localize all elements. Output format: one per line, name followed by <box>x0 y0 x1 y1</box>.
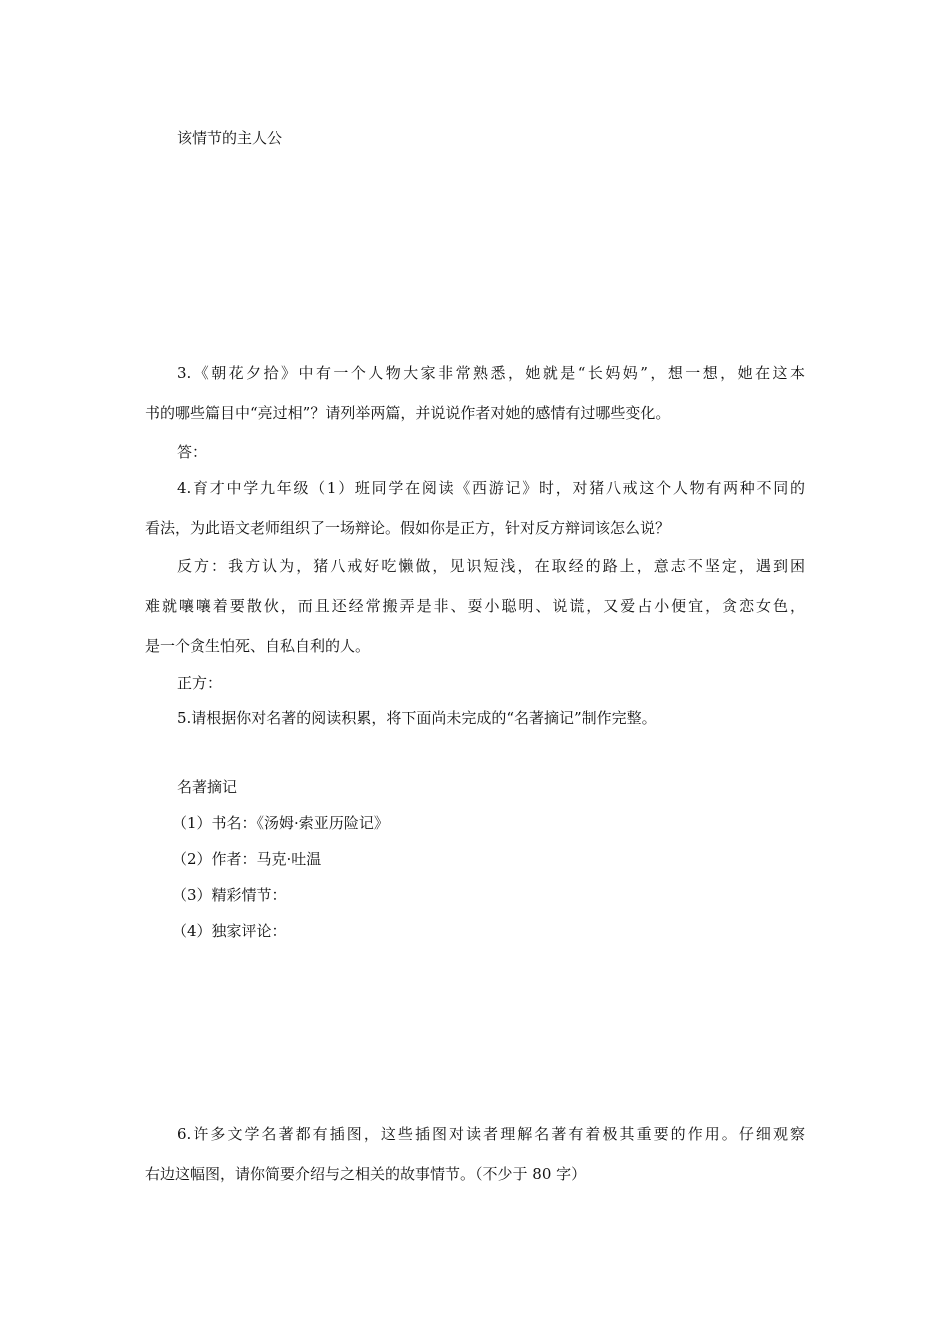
q5-item-author: （2）作者：马克·吐温 <box>172 850 322 868</box>
q3-line-1: 3.《朝花夕拾》中有一个人物大家非常熟悉，她就是“长妈妈”，想一想，她在这本 <box>177 364 805 382</box>
q5-line-1: 5.请根据你对名著的阅读积累，将下面尚未完成的“名著摘记”制作完整。 <box>177 709 657 727</box>
q4-pro-label: 正方： <box>177 674 223 692</box>
q4-con-line-2: 难就嚷嚷着要散伙，而且还经常搬弄是非、耍小聪明、说谎，又爱占小便宜，贪恋女色， <box>145 597 805 615</box>
q5-item-comment: （4）独家评论： <box>172 922 287 940</box>
q4-con-line-1: 反方：我方认为，猪八戒好吃懒做，见识短浅，在取经的路上，意志不坚定，遇到困 <box>177 557 805 575</box>
q6-line-2: 右边这幅图，请你简要介绍与之相关的故事情节。（不少于 80 字） <box>145 1165 587 1183</box>
q6-line-1: 6.许多文学名著都有插图，这些插图对读者理解名著有着极其重要的作用。仔细观察 <box>177 1125 805 1143</box>
q4-line-1: 4.育才中学九年级（1）班同学在阅读《西游记》时，对猪八戒这个人物有两种不同的 <box>177 479 805 497</box>
q4-con-line-3: 是一个贪生怕死、自私自利的人。 <box>145 637 371 655</box>
q5-item-book: （1）书名：《汤姆·索亚历险记》 <box>172 814 389 832</box>
q5-item-plot: （3）精彩情节： <box>172 886 287 904</box>
q5-card-title: 名著摘记 <box>177 778 238 796</box>
q3-answer-label: 答： <box>177 443 208 461</box>
q3-line-2: 书的哪些篇目中“亮过相”？请列举两篇，并说说作者对她的感情有过哪些变化。 <box>145 404 671 422</box>
q4-line-2: 看法，为此语文老师组织了一场辩论。假如你是正方，针对反方辩词该怎么说？ <box>145 519 671 537</box>
fragment-text: 该情节的主人公 <box>177 129 283 147</box>
